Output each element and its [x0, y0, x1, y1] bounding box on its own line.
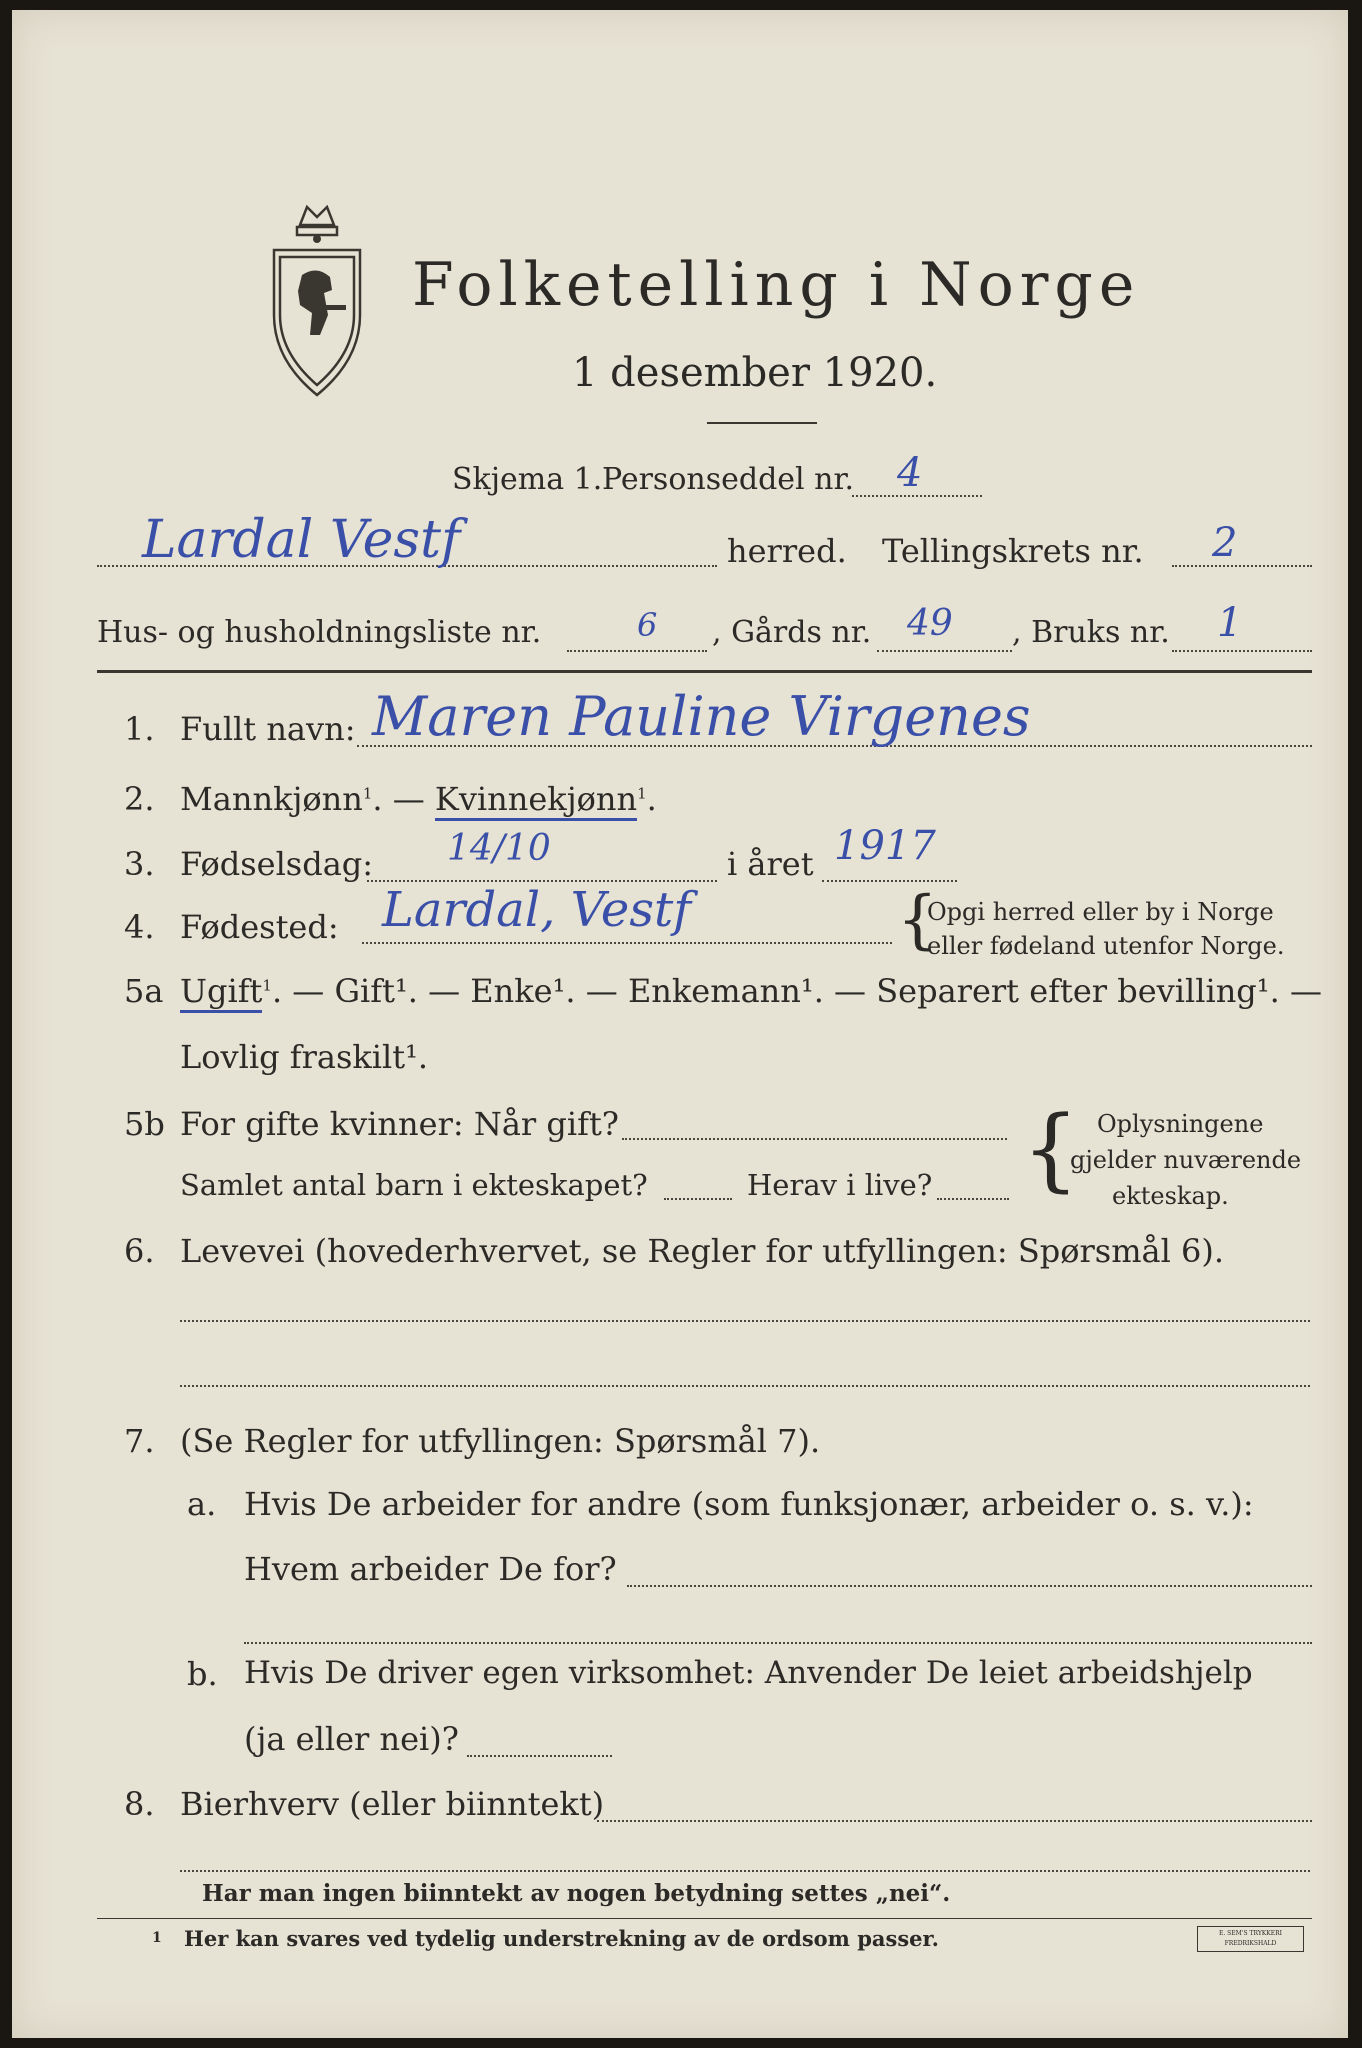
q2-number: 2. — [124, 780, 155, 818]
footnote-text: Her kan svares ved tydelig understrekning av de ordsom passer. — [184, 1926, 939, 1951]
q5b-note-2: gjelder nuværende — [1070, 1146, 1302, 1174]
q4-note-2: eller fødeland utenfor Norge. — [927, 932, 1285, 960]
tellingskrets-value[interactable]: 2 — [1212, 520, 1238, 566]
q4-brace: { — [897, 883, 938, 957]
census-form-page — [12, 10, 1348, 2038]
form-title: Folketelling i Norge — [412, 250, 1141, 320]
norwegian-lion-crest-icon — [262, 195, 372, 405]
q5a-number: 5a — [124, 972, 164, 1010]
q4-number: 4. — [124, 908, 155, 946]
divider — [707, 422, 817, 424]
q1-number: 1. — [124, 710, 155, 748]
gards-value[interactable]: 49 — [907, 603, 953, 644]
q8-number: 8. — [124, 1785, 155, 1823]
q5a-line-1: Ugift$^1$. — Gift¹. — Enke¹. — Enkemann¹. — Separert efter bevilling¹. — — [180, 972, 1322, 1010]
q7b-sub: (ja eller nei)? — [244, 1720, 459, 1758]
q2-separator: . — — [372, 780, 435, 818]
occupation-line-1 — [180, 1320, 1310, 1322]
herred-value[interactable]: Lardal Vestf — [142, 510, 461, 570]
census-date: 1 desember 1920. — [572, 350, 938, 396]
q7b-text: Hvis De driver egen virksomhet: Anvender De leiet arbeidshjelp — [244, 1655, 1253, 1691]
unmarried-option[interactable]: Ugift — [180, 972, 262, 1013]
q7a-sub: Hvem arbeider De for? — [244, 1550, 617, 1588]
q5b-note-1: Oplysningene — [1097, 1110, 1264, 1138]
year-value[interactable]: 1917 — [834, 823, 936, 869]
alive-label: Herav i live? — [747, 1168, 933, 1202]
q7-label: (Se Regler for utfyllingen: Spørsmål 7). — [180, 1422, 821, 1460]
full-name-value[interactable]: Maren Pauline Virgenes — [372, 685, 1031, 748]
hus-line — [567, 650, 707, 652]
side-income-line — [597, 1820, 1312, 1822]
year-line — [822, 880, 957, 882]
bruks-line — [1172, 650, 1312, 652]
q7-number: 7. — [124, 1422, 155, 1460]
printer-stamp-text: E. SEM'S TRYKKERI FREDRIKSHALD — [1218, 1930, 1283, 1947]
gards-label: , Gårds nr. — [712, 615, 872, 650]
q5a-line-2[interactable]: Lovlig fraskilt¹. — [180, 1038, 429, 1076]
q5b-note-3: ekteskap. — [1112, 1182, 1229, 1210]
q3-label: Fødselsdag: — [180, 845, 374, 883]
bruks-value[interactable]: 1 — [1217, 600, 1243, 646]
q3-number: 3. — [124, 845, 155, 883]
hired-help-line — [467, 1755, 612, 1757]
birthdate-value[interactable]: 14/10 — [447, 828, 551, 869]
hus-value[interactable]: 6 — [637, 606, 658, 644]
footnote-mark: 1 — [152, 1930, 162, 1946]
q6-number: 6. — [124, 1232, 155, 1270]
q5a-options[interactable]: . — Gift¹. — Enke¹. — Enkemann¹. — Separert efter bevilling¹. — — [271, 972, 1322, 1010]
tellingskrets-line — [1172, 565, 1312, 567]
q7a-number: a. — [187, 1485, 217, 1523]
birthplace-line — [362, 942, 892, 944]
employer-line-2 — [244, 1642, 1312, 1644]
q1-label: Fullt navn: — [180, 710, 356, 748]
q4-note-1: Opgi herred eller by i Norge — [927, 898, 1274, 926]
year-label: i året — [727, 845, 814, 883]
header-divider — [97, 670, 1312, 673]
gards-line — [877, 650, 1012, 652]
tellingskrets-label: Tellingskrets nr. — [882, 532, 1144, 570]
q6-label: Levevei (hovederhvervet, se Regler for utfyllingen: Spørsmål 6). — [180, 1232, 1225, 1270]
q7a-text: Hvis De arbeider for andre (som funksjonær, arbeider o. s. v.): — [244, 1485, 1254, 1523]
q5b-brace: { — [1022, 1097, 1080, 1202]
herred-label: herred. — [727, 532, 847, 570]
q2-line: Mannkjønn$^1$. — Kvinnekjønn$^1$. — [180, 780, 657, 818]
occupation-line-2 — [180, 1385, 1310, 1387]
male-option[interactable]: Mannkjønn — [180, 780, 363, 818]
q5b-number: 5b — [124, 1105, 165, 1143]
q5b-label: For gifte kvinner: Når gift? — [180, 1105, 619, 1143]
female-option[interactable]: Kvinnekjønn — [435, 780, 637, 821]
alive-line — [937, 1198, 1009, 1200]
children-line — [664, 1198, 732, 1200]
q2-end: . — [646, 780, 657, 818]
side-income-note: Har man ingen biinntekt av nogen betydning settes „nei“. — [202, 1880, 951, 1907]
printer-stamp — [1197, 1926, 1304, 1952]
schema-label: Skjema 1. — [452, 462, 603, 497]
personseddel-value[interactable]: 4 — [897, 450, 923, 496]
q7b-number: b. — [187, 1655, 218, 1693]
birthplace-value[interactable]: Lardal, Vestf — [382, 882, 691, 938]
personseddel-label: Personseddel nr. — [602, 462, 855, 497]
q4-label: Fødested: — [180, 908, 339, 946]
hus-label: Hus- og husholdningsliste nr. — [97, 615, 542, 650]
bruks-label: , Bruks nr. — [1012, 615, 1170, 650]
employer-line — [627, 1585, 1312, 1587]
married-date-line — [622, 1138, 1007, 1140]
q8-label: Bierhverv (eller biinntekt) — [180, 1785, 605, 1823]
children-label: Samlet antal barn i ekteskapet? — [180, 1168, 648, 1202]
footnote-divider — [97, 1918, 1312, 1919]
side-income-line-2 — [180, 1870, 1310, 1872]
